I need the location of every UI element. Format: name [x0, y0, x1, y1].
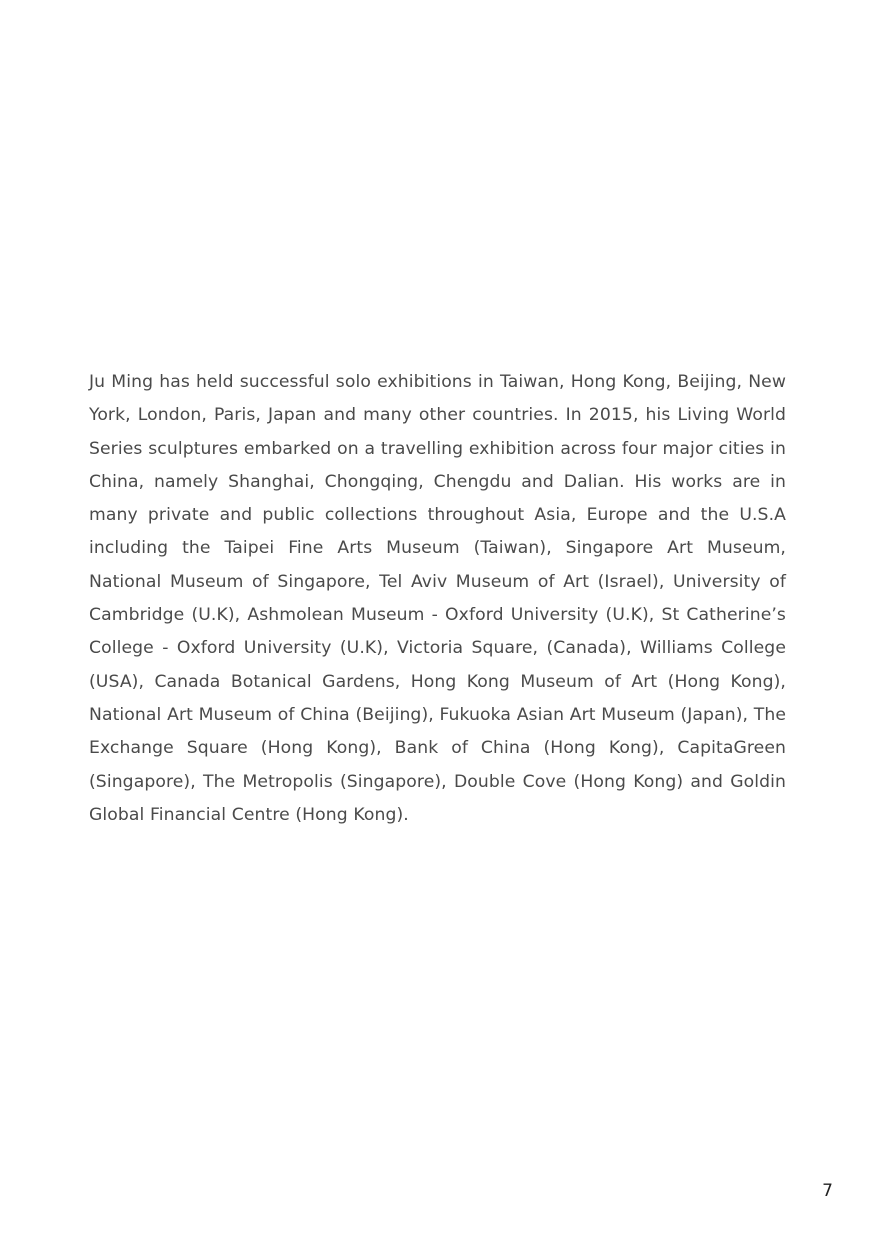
body-paragraph: Ju Ming has held successful solo exhibitions in Taiwan, Hong Kong, Beijing, New York, London, Paris, Japan and many other countries. In 2015, his Living World Series sculptures embarked on a travelling exhibition across four major cities in China, namely Shanghai, Chongqing, Chengdu and Dalian. His works are in many private and public collections throughout Asia, Europe and the U.S.A including the Taipei Fine Arts Museum (Taiwan), Singapore Art Museum, National Museum of Singapore, Tel Aviv Museum of Art (Israel), University of Cambridge (U.K), Ashmolean Museum - Oxford University (U.K), St Catherine’s College - Oxford University (U.K), Victoria Square, (Canada), Williams College (USA), Canada Botanical Gardens, Hong Kong Museum of Art (Hong Kong), National Art Museum of China (Beijing), Fukuoka Asian Art Museum (Japan), The Exchange Square (Hong Kong), Bank of China (Hong Kong), CapitaGreen (Singapore), The Metropolis (Singapore), Double Cove (Hong Kong) and Goldin Global Financial Centre (Hong Kong). [89, 372, 786, 825]
page-number: 7 [822, 1181, 833, 1201]
